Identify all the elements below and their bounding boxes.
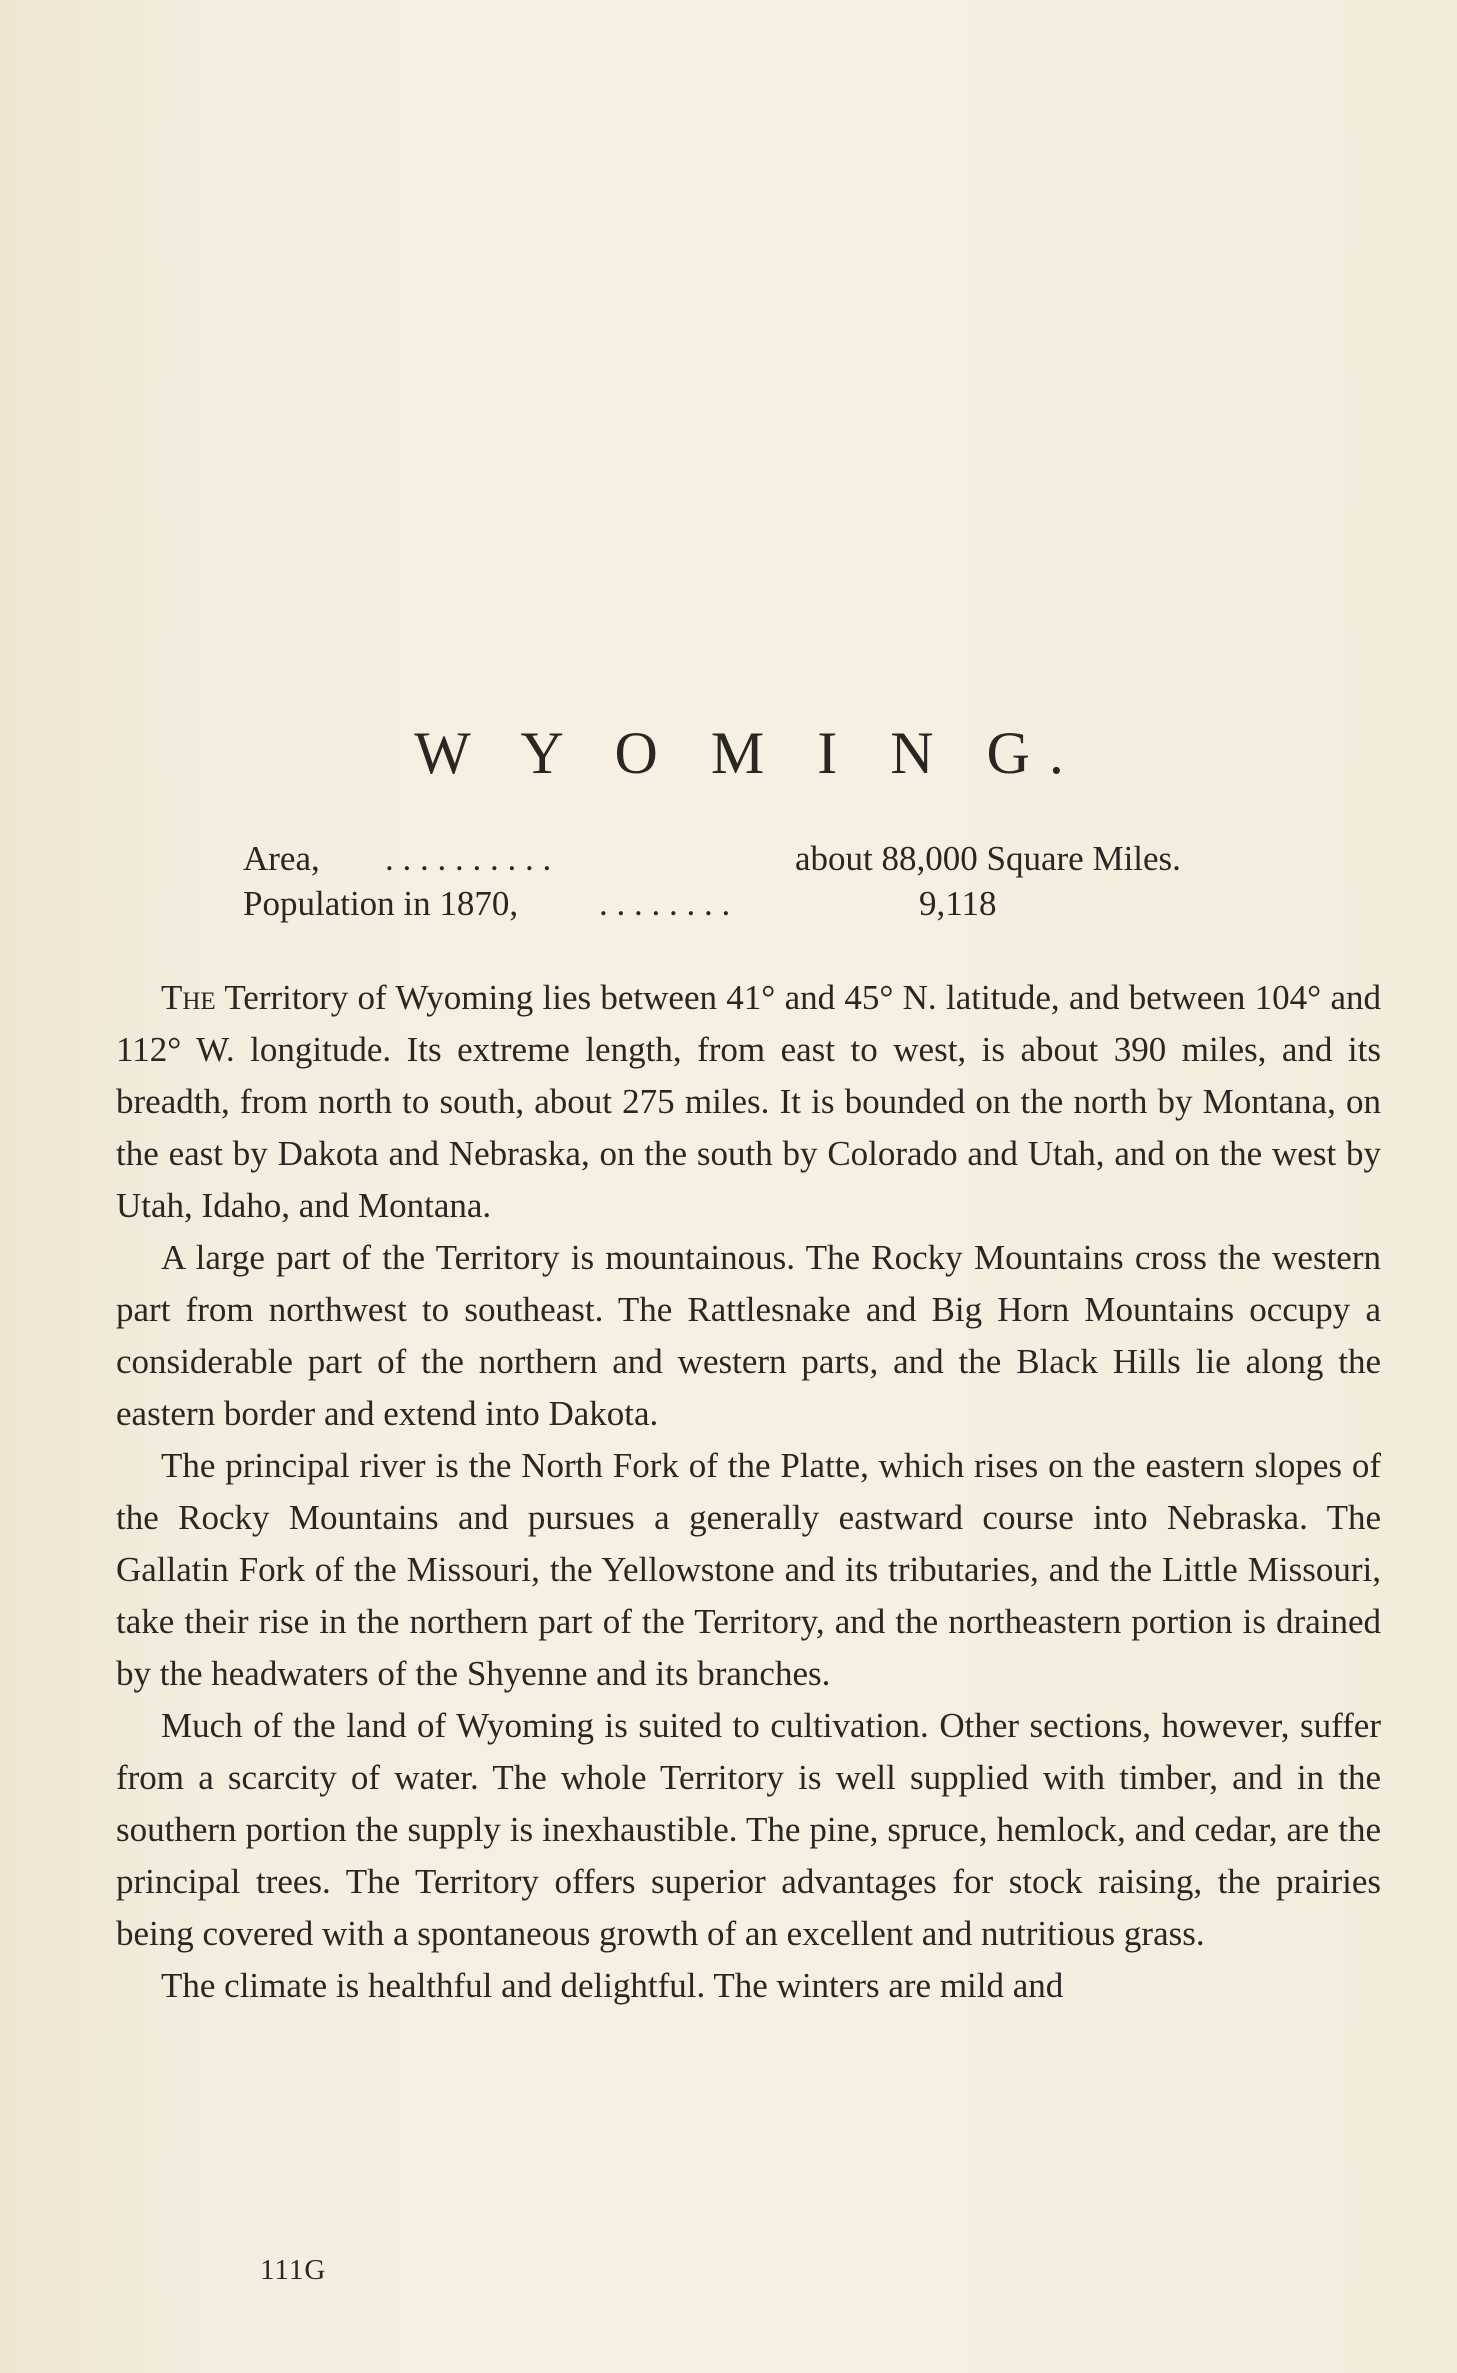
paragraph: [116, 1960, 1381, 2012]
page-folio: 111G: [260, 2254, 327, 2286]
paragraph: [116, 1700, 1381, 1960]
stats-table: [243, 836, 1243, 926]
stat-label: Area,: [243, 839, 320, 878]
leader-dots: . . . . . . . .: [599, 884, 731, 923]
paragraph-text: A large part of the Territory is mountainous. The Rocky Mountains cross the western part from northwest to southeast. The Rattlesnake and Big Horn Mountains occupy a considerable part of the northern and western parts, and the Black Hills lie along the eastern border and extend into Dakota.: [116, 1238, 1381, 1433]
stat-value: 9,118: [919, 884, 997, 923]
stat-row-area: [243, 836, 1243, 881]
paragraph-text: Much of the land of Wyoming is suited to cultivation. Other sections, however, suffer from a scarcity of water. The whole Territory is well supplied with timber, and in the southern portion the supply is inexhaustible. The pine, spruce, hemlock, and cedar, are the principal trees. The Territory offers superior advantages for stock raising, the prairies being covered with a spontaneous growth of an excellent and nutritious grass.: [116, 1706, 1381, 1953]
paragraph: [116, 1232, 1381, 1440]
leader-dots: . . . . . . . . . .: [385, 839, 552, 878]
paragraph: [116, 1440, 1381, 1700]
paragraph-text: The climate is healthful and delightful. The winters are mild and: [161, 1966, 1064, 2005]
paragraph-text: The principal river is the North Fork of the Platte, which rises on the eastern slopes of the Rocky Mountains and pursues a generally eastward course into Nebraska. The Gallatin Fork of the Missouri, the Yellowstone and its tributaries, and the Little Missouri, take their rise in the northern part of the Territory, and the northeastern portion is drained by the headwaters of the Shyenne and its branches.: [116, 1446, 1381, 1693]
paragraph-lead: The: [161, 978, 216, 1017]
stat-label: Population in 1870,: [243, 884, 519, 923]
stat-row-population: [243, 881, 1243, 926]
paragraph-text: Territory of Wyoming lies between 41° and 45° N. latitude, and between 104° and 112° W. longitude. Its extreme length, from east to west, is about 390 miles, and its breadth, from north to south, about 275 miles. It is bounded on the north by Montana, on the east by Dakota and Nebraska, on the south by Colorado and Utah, and on the west by Utah, Idaho, and Montana.: [116, 978, 1381, 1225]
stat-value: about 88,000 Square Miles.: [795, 839, 1181, 878]
page-title: W Y O M I N G.: [414, 720, 1083, 786]
body-text: [116, 972, 1381, 2012]
paragraph: [116, 972, 1381, 1232]
